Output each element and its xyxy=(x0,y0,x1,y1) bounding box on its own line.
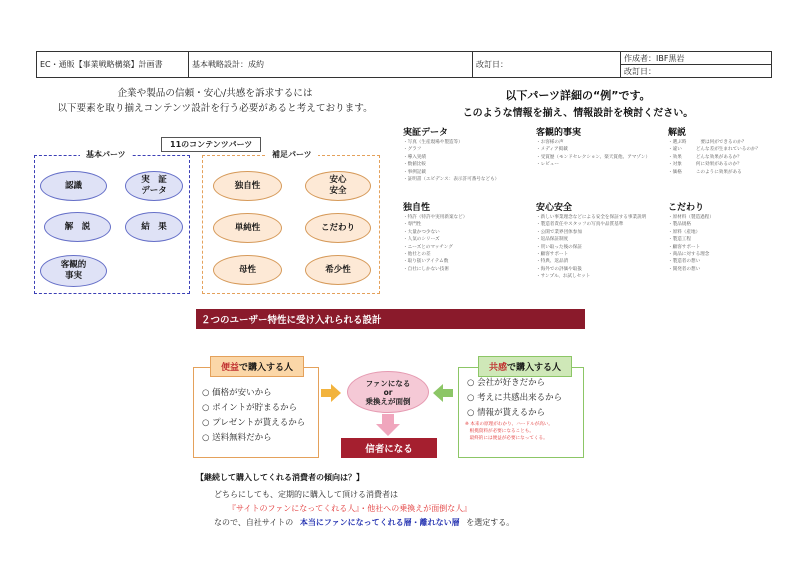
detail-item xyxy=(668,169,788,176)
oval-label: 単純性 xyxy=(234,222,261,233)
oval-label: 客観的 事実 xyxy=(60,260,87,281)
lead-text xyxy=(40,86,390,116)
arrow-right-icon xyxy=(321,384,343,402)
detail-item xyxy=(536,273,661,280)
left-user-list xyxy=(202,386,305,446)
detail-item xyxy=(403,146,528,153)
detail-subtitle: このような情報を揃え、情報設計を検討ください。 xyxy=(462,108,694,119)
arrow-down-icon xyxy=(376,414,400,436)
detail-item xyxy=(536,251,661,258)
detail-item xyxy=(668,251,793,258)
detail-item-text: ニーズとのマッチング xyxy=(407,244,453,250)
detail-item-note: 何に効果があるのか？ xyxy=(695,162,742,168)
detail-item-text: 受賞歴（モンドセレクション、楽天賞他、アマゾン） xyxy=(540,154,651,160)
detail-item xyxy=(668,244,793,251)
right-user-box xyxy=(458,367,584,458)
oval-label: 結 果 xyxy=(141,221,167,232)
reason-item: ○ ポイントが貯まるから xyxy=(202,401,305,416)
detail-section-list xyxy=(403,214,528,273)
detail-item-text: 導入実績 xyxy=(407,154,426,160)
detail-item xyxy=(403,139,528,146)
detail-item-text: 公開で業界団体参加 xyxy=(540,229,582,235)
detail-section-title: こだわり xyxy=(668,203,705,213)
reason-item: ○ 考えに共感出来るから xyxy=(467,391,562,406)
detail-item-text: 新しい事業理念などによる安全を保証する事業説明 xyxy=(540,215,647,220)
detail-item xyxy=(403,244,528,251)
detail-item xyxy=(403,154,528,161)
detail-item xyxy=(403,229,528,236)
lead-line-1: 企業や製品の信頼・安心/共感を訴求するには xyxy=(117,88,313,99)
detail-item xyxy=(668,266,793,273)
footer-line-3a: なので、自社サイトの xyxy=(214,518,294,527)
detail-item xyxy=(536,139,661,146)
detail-section-title: 客観的事実 xyxy=(536,128,582,138)
detail-item-note: 要は何ができるのか？ xyxy=(700,140,747,145)
oval-label: 実 証 データ xyxy=(141,175,167,196)
detail-item xyxy=(536,266,661,273)
oval-label: 解 説 xyxy=(64,221,91,232)
detail-item xyxy=(536,229,661,236)
right-user-note: ※ 本来の原理がわかり、ハードルが高い。 根拠資料が必要になることも。 最終的には便益が必要になってくる。 xyxy=(465,422,553,441)
oval-label: 認識 xyxy=(64,180,82,191)
detail-item xyxy=(536,146,661,153)
detail-item-text: お客様の声 xyxy=(540,140,564,145)
detail-item-text: サンプル、お試しセット xyxy=(540,274,591,280)
detail-item xyxy=(668,229,793,236)
section-banner: ２つのユーザー特性に受け入れられる設計 xyxy=(196,309,585,329)
detail-item xyxy=(403,214,528,221)
detail-item-text: 効果 xyxy=(672,154,682,160)
left-user-title-b: で購入する人 xyxy=(239,363,294,373)
detail-item-text: 顧客サポート xyxy=(672,244,701,250)
oval-objective-fact xyxy=(40,255,107,287)
detail-item-text: 特許（特許や実用新案など） xyxy=(407,215,468,220)
detail-item-text: 人気のシリーズ xyxy=(407,237,440,243)
oval-label: こだわり xyxy=(320,222,355,233)
reason-item: ○ プレゼントが貰えるから xyxy=(202,416,305,431)
detail-item xyxy=(403,266,528,273)
fan-oval-text: ファンになる or 乗換えが面倒 xyxy=(365,378,411,406)
detail-item xyxy=(403,236,528,243)
detail-item-note: どんな差が生まれているのか？ xyxy=(695,147,761,153)
detail-item xyxy=(403,258,528,265)
detail-item-note: どんな効果があるか？ xyxy=(695,154,742,160)
left-user-title xyxy=(210,356,304,377)
detail-item xyxy=(403,169,528,176)
left-user-box xyxy=(193,367,319,458)
detail-title: 以下パーツ詳細の“例”です。 xyxy=(505,89,651,102)
detail-item xyxy=(668,146,788,153)
oval-proof-data xyxy=(125,171,183,201)
detail-item-text: 選ぶ時 xyxy=(672,140,687,145)
detail-item-text: 違い xyxy=(672,147,682,153)
detail-item-text: 証明書（エビデンス：表示許可番号なども） xyxy=(407,177,500,183)
detail-item xyxy=(536,154,661,161)
right-user-list xyxy=(467,376,562,421)
fan-oval xyxy=(347,371,429,413)
detail-item-text: 顧客サポート xyxy=(540,252,569,258)
basic-parts-label: 基本パーツ xyxy=(80,149,132,160)
detail-item-note: このように効果がある xyxy=(695,169,742,175)
detail-item xyxy=(668,214,793,221)
detail-item xyxy=(668,154,788,161)
detail-item-text: 価格 xyxy=(672,169,682,175)
detail-item-text: 対象 xyxy=(672,162,682,168)
author: 作成者：IBF黒岩 xyxy=(621,52,771,65)
detail-item xyxy=(668,221,793,228)
detail-item-text: 製造工程 xyxy=(672,237,691,243)
detail-section-list xyxy=(668,139,788,176)
supp-parts-label: 補足パーツ xyxy=(266,149,318,160)
detail-item-text: 他社との差 xyxy=(407,252,431,258)
revised-date: 改訂日： xyxy=(473,52,621,77)
oval-explanation xyxy=(44,212,111,242)
right-user-title xyxy=(478,356,572,377)
doc-title: EC・通販【事業戦略構築】計画書 xyxy=(37,52,189,77)
oval-rarity xyxy=(305,255,371,285)
detail-item-text: 海外での評価や取扱 xyxy=(540,266,582,272)
detail-item xyxy=(668,258,793,265)
lead-line-2: 以下要素を取り揃えコンテンツ設計を行う必要があると考えております。 xyxy=(57,103,373,114)
left-user-title-a: 便益 xyxy=(221,363,240,373)
oval-commitment xyxy=(305,213,371,243)
revised-date-2: 改訂日： xyxy=(624,66,656,76)
detail-section-title: 独自性 xyxy=(403,203,431,213)
footer-line-2: 『サイトのファンになってくれる人』・他社への乗換えが面倒な人』 xyxy=(228,504,472,513)
parts-title: 11のコンテンツパーツ xyxy=(161,137,261,152)
reason-item: ○ 送料無料だから xyxy=(202,431,305,446)
oval-simplicity xyxy=(213,213,282,243)
detail-item-text: 写真（生産現場や製造等） xyxy=(407,140,463,145)
detail-item-text: 製造者責任やスタッフの写真や品質基準 xyxy=(540,222,624,228)
detail-item-text: 買い取った後の保証 xyxy=(540,244,582,250)
detail-item xyxy=(536,161,661,168)
oval-label: 母性 xyxy=(238,264,256,275)
detail-item-text: 大量かつ少ない xyxy=(407,229,440,235)
detail-item-text: レビュー xyxy=(540,162,559,168)
detail-item-text: 自社にしかない技術 xyxy=(407,266,449,272)
reason-item: ○ 情報が貰えるから xyxy=(467,406,562,421)
detail-item xyxy=(403,251,528,258)
detail-item-text: 取り扱いアイテム数 xyxy=(407,259,449,265)
detail-item xyxy=(536,214,661,221)
detail-item xyxy=(668,139,788,146)
reason-item: ○ 会社が好きだから xyxy=(467,376,562,391)
detail-item-text: 原材料（製造過程） xyxy=(672,215,714,220)
detail-item xyxy=(536,221,661,228)
detail-section-title: 実証データ xyxy=(403,128,449,138)
detail-item-text: 製品規格 xyxy=(672,222,691,228)
right-user-title-b: で購入する人 xyxy=(507,363,562,373)
author-block xyxy=(621,52,771,77)
detail-item xyxy=(668,161,788,168)
oval-label: 独自性 xyxy=(234,180,261,191)
detail-item-text: 数値比較 xyxy=(407,162,426,168)
detail-item-text: 特典、返品済 xyxy=(540,259,569,265)
detail-item xyxy=(403,161,528,168)
detail-item xyxy=(536,236,661,243)
detail-item-text: メディア掲載 xyxy=(540,147,568,153)
header-table xyxy=(36,51,772,78)
detail-section-list xyxy=(536,139,661,169)
footer-heading: 【継続して購入してくれる消費者の傾向は？】 xyxy=(196,473,364,482)
footer-line-1: どちらにしても、定期的に購入して頂ける消費者は xyxy=(214,490,398,499)
detail-section-list xyxy=(668,214,793,273)
detail-item xyxy=(536,244,661,251)
detail-item-text: 商品に対する理念 xyxy=(672,252,710,258)
detail-item-text: 原料（産地） xyxy=(672,229,701,235)
detail-item-text: 製造者の想い xyxy=(672,259,701,265)
detail-section-list xyxy=(403,139,528,183)
detail-item xyxy=(536,258,661,265)
detail-section-list xyxy=(536,214,661,281)
oval-maternity xyxy=(213,255,282,285)
oval-label: 希少性 xyxy=(325,264,351,275)
oval-result xyxy=(125,212,183,242)
reason-item: ○ 価格が安いから xyxy=(202,386,305,401)
footer-line-3c: を選定する。 xyxy=(466,518,515,527)
detail-item-text: 返品保証制度 xyxy=(540,237,569,243)
detail-item-text: 専門性 xyxy=(407,222,422,228)
right-user-title-a: 共感 xyxy=(489,363,508,373)
oval-label: 安心 安全 xyxy=(329,175,347,196)
detail-section-title: 安心安全 xyxy=(536,203,573,213)
detail-item-text: グラフ xyxy=(407,147,422,153)
footer-line-3b: 本当にファンになってくれる層・離れない層 xyxy=(299,518,460,527)
section-title: 基本戦略設計：成約 xyxy=(189,52,473,77)
detail-item xyxy=(403,221,528,228)
footer-line-3 xyxy=(214,517,514,528)
oval-uniqueness xyxy=(213,171,282,201)
oval-safety xyxy=(305,171,371,201)
detail-item xyxy=(668,236,793,243)
detail-section-title: 解説 xyxy=(668,128,687,138)
believer-box: 信者になる xyxy=(341,438,437,458)
detail-item-text: 事例記載 xyxy=(407,169,426,175)
detail-item-text: 開発者の想い xyxy=(672,266,701,272)
detail-item xyxy=(403,176,528,183)
arrow-left-icon xyxy=(433,384,455,402)
oval-recognition xyxy=(40,171,107,201)
